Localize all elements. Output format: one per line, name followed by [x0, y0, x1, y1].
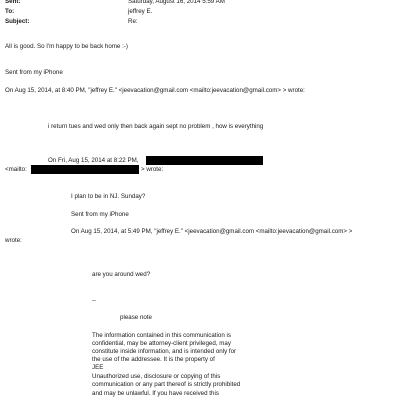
quote-wrote: > wrote:: [141, 166, 164, 173]
quoted-message: are you around wed?: [92, 271, 151, 278]
dash-separator: --: [92, 297, 97, 304]
disclaimer-line: communication or any part thereof is strictly prohibited: [92, 381, 241, 388]
redaction-bar: [146, 156, 263, 165]
to-value: jeffrey E.: [128, 8, 153, 15]
to-label: To:: [5, 8, 15, 15]
disclaimer-line: JEE: [92, 364, 104, 371]
signature-sent-from: Sent from my iPhone: [71, 211, 129, 218]
quote-header: On Fri, Aug 15, 2014 at 8:22 PM,: [48, 157, 139, 164]
quoted-message: I plan to be in NJ. Sunday?: [71, 193, 146, 200]
subject-label: Subject:: [5, 18, 30, 25]
quote-mailto: <mailto:: [5, 166, 27, 173]
quote-wrote: wrote:: [5, 237, 22, 244]
message-line: All is good. So I'm happy to be back home :-): [5, 43, 128, 50]
disclaimer-line: and may be unlawful. If you have received this: [92, 390, 219, 397]
please-note: please note: [120, 314, 152, 321]
subject-value: Re:: [128, 18, 138, 25]
quoted-message: i return tues and wed only then back again sept no problem , how is everything: [48, 123, 264, 130]
disclaimer-line: the use of the addressee. It is the property of: [92, 356, 215, 363]
disclaimer-line: The information contained in this communication is: [92, 332, 231, 339]
disclaimer-line: confidential, may be attorney-client privileged, may: [92, 340, 231, 347]
quote-header: On Aug 15, 2014, at 8:40 PM, "jeffrey E." <jeevacation@gmail.com <mailto:jeevacation@gmail.com> > wrote:: [5, 87, 305, 94]
sent-label: Sent:: [5, 0, 21, 5]
quote-header: On Aug 15, 2014, at 5:49 PM, "jeffrey E." <jeevacation@gmail.com <mailto:jeevacation@gmail.com> >: [71, 228, 353, 235]
signature-sent-from: Sent from my iPhone: [5, 69, 63, 76]
disclaimer-line: constitute inside information, and is intended only for: [92, 348, 237, 355]
redaction-bar: [31, 165, 139, 174]
disclaimer-line: Unauthorized use, disclosure or copying of this: [92, 373, 221, 380]
sent-value: Saturday, August 16, 2014 5:59 AM: [128, 0, 225, 5]
